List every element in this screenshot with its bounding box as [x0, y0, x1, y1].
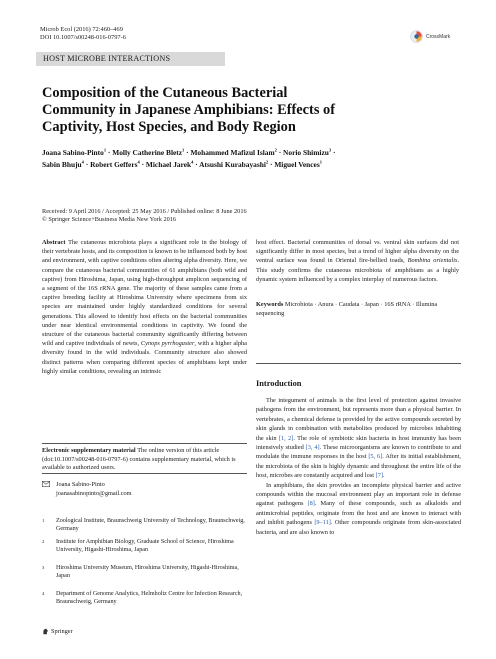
- author-affiliation-ref: 2: [265, 159, 269, 165]
- page-footer: [42, 628, 73, 635]
- divider: [42, 473, 247, 474]
- author-name[interactable]: Michael Jarek: [145, 159, 192, 169]
- supplementary-note: [42, 447, 247, 473]
- author-separator: ·: [268, 159, 275, 169]
- divider: [256, 363, 461, 364]
- affiliation-number: 3: [42, 565, 45, 570]
- author-name[interactable]: Norio Shimizu: [283, 148, 329, 157]
- abstract-text-4: . This study confirms the cutaneous microbiota of amphibians as a highly dynamic system influenced by a complex interplay of numerous factors.: [256, 257, 460, 283]
- author-affiliation-ref: 1: [103, 147, 107, 153]
- divider: [42, 443, 247, 444]
- crossmark-label: CrossMark: [426, 33, 451, 40]
- affiliation-text: Hiroshima University Museum, Hiroshima University, Higashi-Hiroshima, Japan: [56, 565, 239, 580]
- affiliation-number: 2: [42, 539, 45, 544]
- author-separator: ·: [83, 159, 91, 169]
- author-list: [42, 147, 342, 170]
- affiliation: [42, 564, 247, 581]
- contact-name: Joana Sabino-Pinto: [56, 481, 105, 488]
- author-separator: ·: [139, 159, 146, 169]
- publication-dates: [42, 208, 247, 224]
- citation-link[interactable]: [9–11]: [314, 519, 331, 527]
- author-affiliation-ref: 4: [191, 159, 194, 165]
- author-name[interactable]: Mohammed Mafizul Islam: [190, 148, 275, 157]
- article-title: Composition of the Cutaneous Bacterial Community in Japanese Amphibians: Effects of Captivity, Host Species, and Body Region: [42, 85, 336, 135]
- author-separator: ·: [331, 148, 336, 157]
- author-affiliation-ref: 1: [319, 159, 322, 165]
- author-affiliation-ref: 4: [81, 159, 84, 165]
- esm-label: Electronic supplementary material: [42, 447, 136, 454]
- affiliation-text: Zoological Institute, Braunschweig University of Technology, Braunschweig, Germany: [56, 518, 245, 533]
- author-separator: ·: [184, 148, 191, 157]
- abstract-left: [42, 238, 247, 376]
- author-affiliation-ref: 2: [274, 147, 277, 153]
- corresponding-author: [42, 481, 247, 498]
- abstract-right: [256, 238, 459, 284]
- affiliation-number: 1: [42, 518, 45, 523]
- author-name[interactable]: Miguel Vences: [274, 159, 320, 169]
- author-name[interactable]: Molly Catherine Bletz: [112, 148, 183, 157]
- author-name[interactable]: Robert Geffers: [90, 159, 138, 169]
- affiliation-number: 4: [42, 591, 45, 596]
- keywords-label: Keywords: [256, 301, 284, 308]
- abstract-label: Abstract: [42, 239, 66, 246]
- author-separator: ·: [276, 148, 284, 157]
- author-name[interactable]: Sabin Bhuju: [42, 159, 82, 169]
- contact-email[interactable]: joanasabinopinto@gmail.com: [56, 489, 132, 497]
- esm-text: The online version of this article (doi:10.1007/s00248-016-0797-6) contains supplementary material, which is available to authorized users.: [42, 447, 236, 472]
- abstract-text-1: The cutaneous microbiota plays a significant role in the biology of their vertebrate hosts, and its composition is known to be influenced both by host and environment, with captive conditions often altering alpha diversity. Here, we compare the cutaneous bacterial communities of 61 amphibians (both wild and captive) from Hiroshima, Japan, using high-throughput amplicon sequencing of a segment of the 16S rRNA gene. The majority of these samples came from a captive breeding facility at Hiroshima University where specimens from six species are maintained under highly standardized conditions for several generations. This allowed to identify host effects on the bacterial communities under near identical environmental conditions in captivity. We found the structure of the cutaneous bacterial community significantly differing between wild and captive individuals of newts,: [42, 239, 247, 348]
- citation-link[interactable]: [8]: [307, 500, 315, 508]
- citation-link[interactable]: [5, 6]: [368, 453, 383, 461]
- intro-paragraph: The integument of animals is the first level of protection against invasive pathogens from the environment, but represents more than a physical barrier. In vertebrates, a chemical defense is provided by the active compounds secreted by skin glands in combination with metabolites produced by microbes inhabiting the skin [1, 2]. The role of symbiotic skin bacteria in host immunity has been intensively studied [3, 4]. These microorganisms are known to contribute to and modulate the immune responses in the host [5, 6]. After its initial establishment, the microbiota of the skin is highly dynamic and throughout the entire life of the host, microbes are constantly acquired and lost [7].: [256, 397, 462, 480]
- intro-paragraph: In amphibians, the skin provides an incomplete physical barrier and active compounds within the mucosal environment play an important role in defense against pathogens [8]. Many of these compounds, such as alkaloids and antimicrobial peptides, originate from the host and are known to interact with and inhibit pathogens [9–11]. Other compounds originate from skin-associated bacteria, and are also known to: [256, 481, 461, 536]
- affiliation-text: Department of Genome Analytics, Helmholtz Centre for Infection Research, Braunschweig, Germany: [56, 591, 243, 606]
- affiliation: [42, 538, 247, 555]
- abstract-text-2: , with a higher alpha diversity found in the wild individuals. Community structure also showed distinct patterns when comparing different species of amphibians kept under highly similar conditions, revealing an intrinsic: [42, 340, 247, 375]
- crossmark-icon: [410, 30, 423, 43]
- species-name: Cynops pyrrhogaster: [140, 340, 195, 348]
- journal-citation: Microb Ecol (2016) 72:460–469: [40, 26, 123, 33]
- keywords: [256, 300, 459, 318]
- crossmark-badge[interactable]: [410, 30, 450, 43]
- citation-link[interactable]: [7]: [375, 472, 383, 480]
- section-label: HOST MICROBE INTERACTIONS: [43, 54, 171, 63]
- publisher-name: Springer: [51, 628, 73, 635]
- section-heading: Introduction: [256, 379, 302, 388]
- doi-line[interactable]: DOI 10.1007/s00248-016-0797-6: [40, 34, 126, 42]
- keywords-text: Microbiota · Anura · Caudata · Japan · 16S rRNA · Illumina sequencing: [256, 301, 438, 318]
- dates-line: Received: 9 April 2016 / Accepted: 25 May 2016 / Published online: 8 June 2016: [42, 208, 247, 215]
- abstract-text-3: host effect. Bacterial communities of dorsal vs. ventral skin surfaces did not significantly differ in most species, but a trend of higher alpha diversity on the ventral surface was found in Oriental fire-bellied toads,: [256, 239, 459, 265]
- author-name[interactable]: Atsushi Kurabayashi: [199, 159, 266, 169]
- author-name[interactable]: Joana Sabino-Pinto: [42, 148, 104, 157]
- springer-horse-icon: [42, 628, 49, 635]
- citation-link[interactable]: [1, 2]: [278, 434, 294, 442]
- author-affiliation-ref: 3: [328, 147, 332, 153]
- author-separator: ·: [106, 148, 113, 157]
- author-separator: ·: [193, 159, 200, 169]
- envelope-icon: [42, 481, 56, 491]
- affiliation-text: Institute for Amphibian Biology, Graduate School of Science, Hiroshima University, Higashi-Hiroshima, Japan: [56, 539, 234, 554]
- citation-link[interactable]: [3, 4]: [305, 444, 320, 452]
- author-affiliation-ref: 1: [182, 147, 185, 153]
- affiliation: [42, 517, 247, 534]
- species-name: Bombina orientalis: [407, 257, 458, 265]
- author-affiliation-ref: 4: [137, 159, 140, 165]
- copyright-line: © Springer Science+Business Media New York 2016: [42, 216, 177, 224]
- introduction-body: [256, 396, 461, 537]
- journal-header: [40, 26, 126, 43]
- affiliation: [42, 590, 247, 607]
